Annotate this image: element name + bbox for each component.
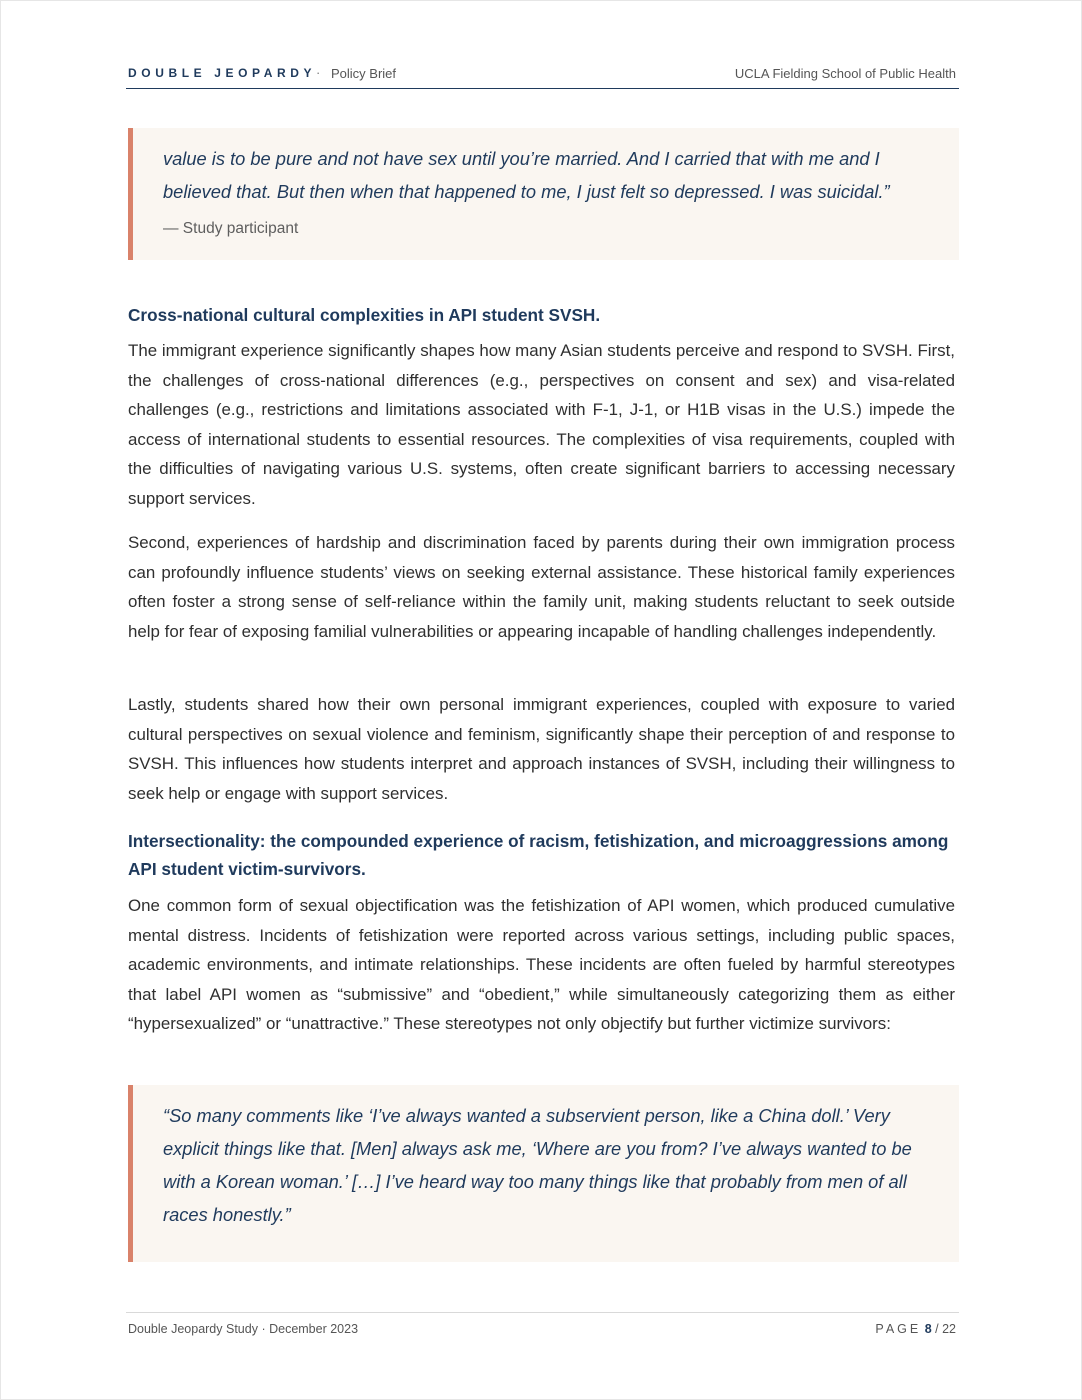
section-heading-cultural: Cross-national cultural complexities in API student SVSH. (128, 305, 601, 325)
pull-quote-top (128, 128, 959, 260)
body-paragraph: Second, experiences of hardship and discrimination faced by parents during their own immigration process can profoundly influence students’ views on seeking external assistance. These historical family experiences often foster a strong sense of self-reliance within the family unit, making students reluctant to seek outside help for fear of exposing familial vulnerabilities or appearing incapable of handling challenges independently. (128, 533, 955, 641)
section-heading-intersectionality: Intersectionality: the compounded experience of racism, fetishization, and microaggressions among API student victim-survivors. (128, 831, 949, 879)
footer-study: Double Jeopardy Study (128, 1322, 258, 1336)
body-paragraph: The immigrant experience significantly shapes how many Asian students perceive and respond to SVSH. First, the challenges of cross-national differences (e.g., perspectives on consent and sex) and visa-related challenges (e.g., restrictions and limitations associated with F-1, J-1, or H1B visas in the U.S.) impede the access of international students to essential resources. The complexities of visa requirements, coupled with the difficulties of navigating various U.S. systems, often create significant barriers to accessing necessary support services. (128, 341, 955, 508)
organization-name: UCLA Fielding School of Public Health (734, 66, 956, 81)
footer-separator: · (261, 1322, 266, 1336)
page-total: / 22 (935, 1322, 956, 1336)
body-paragraph: Lastly, students shared how their own personal immigrant experiences, coupled with exposure to varied cultural perspectives on sexual violence and feminism, significantly shape their perception of and response to SVSH. This influences how students interpret and approach instances of SVSH, including their willingness to seek help or engage with support services. (128, 695, 955, 803)
footer-citation (128, 1322, 358, 1336)
page-header (126, 59, 959, 89)
header-separator: · (316, 65, 321, 80)
page-number (875, 1322, 956, 1336)
page-current: 8 (924, 1322, 932, 1336)
page-footer (126, 1312, 959, 1342)
quote-text: value is to be pure and not have sex until you’re married. And I carried that with me and I believed that. But then when that happened to me, I just felt so depressed. I was suicidal.” (163, 148, 890, 202)
document-type: Policy Brief (331, 66, 397, 81)
body-paragraph: One common form of sexual objectification was the fetishization of API women, which produced cumulative mental distress. Incidents of fetishization were reported across various settings, including public spaces, academic environments, and intimate relationships. These incidents are often fueled by harmful stereotypes that label API women as “submissive” and “obedient,” while simultaneously categorizing them as either “hypersexualized” or “unattractive.” These stereotypes not only objectify but further victimize survivors: (128, 896, 955, 1034)
quote-attribution: — Study participant (163, 220, 299, 237)
footer-date: December 2023 (269, 1322, 359, 1336)
page-label: PAGE (875, 1322, 922, 1336)
quote-text: “So many comments like ‘I’ve always wanted a subservient person, like a China doll.’ Very explicit things like that. [Men] always ask me, ‘Where are you from? I’ve always wanted to be with a Korean woman.’ […] I’ve heard way too many things like that probably from men of all races honestly.” (163, 1105, 912, 1225)
brand-title: DOUBLE JEOPARDY (128, 66, 317, 80)
pull-quote-bottom (128, 1085, 959, 1262)
